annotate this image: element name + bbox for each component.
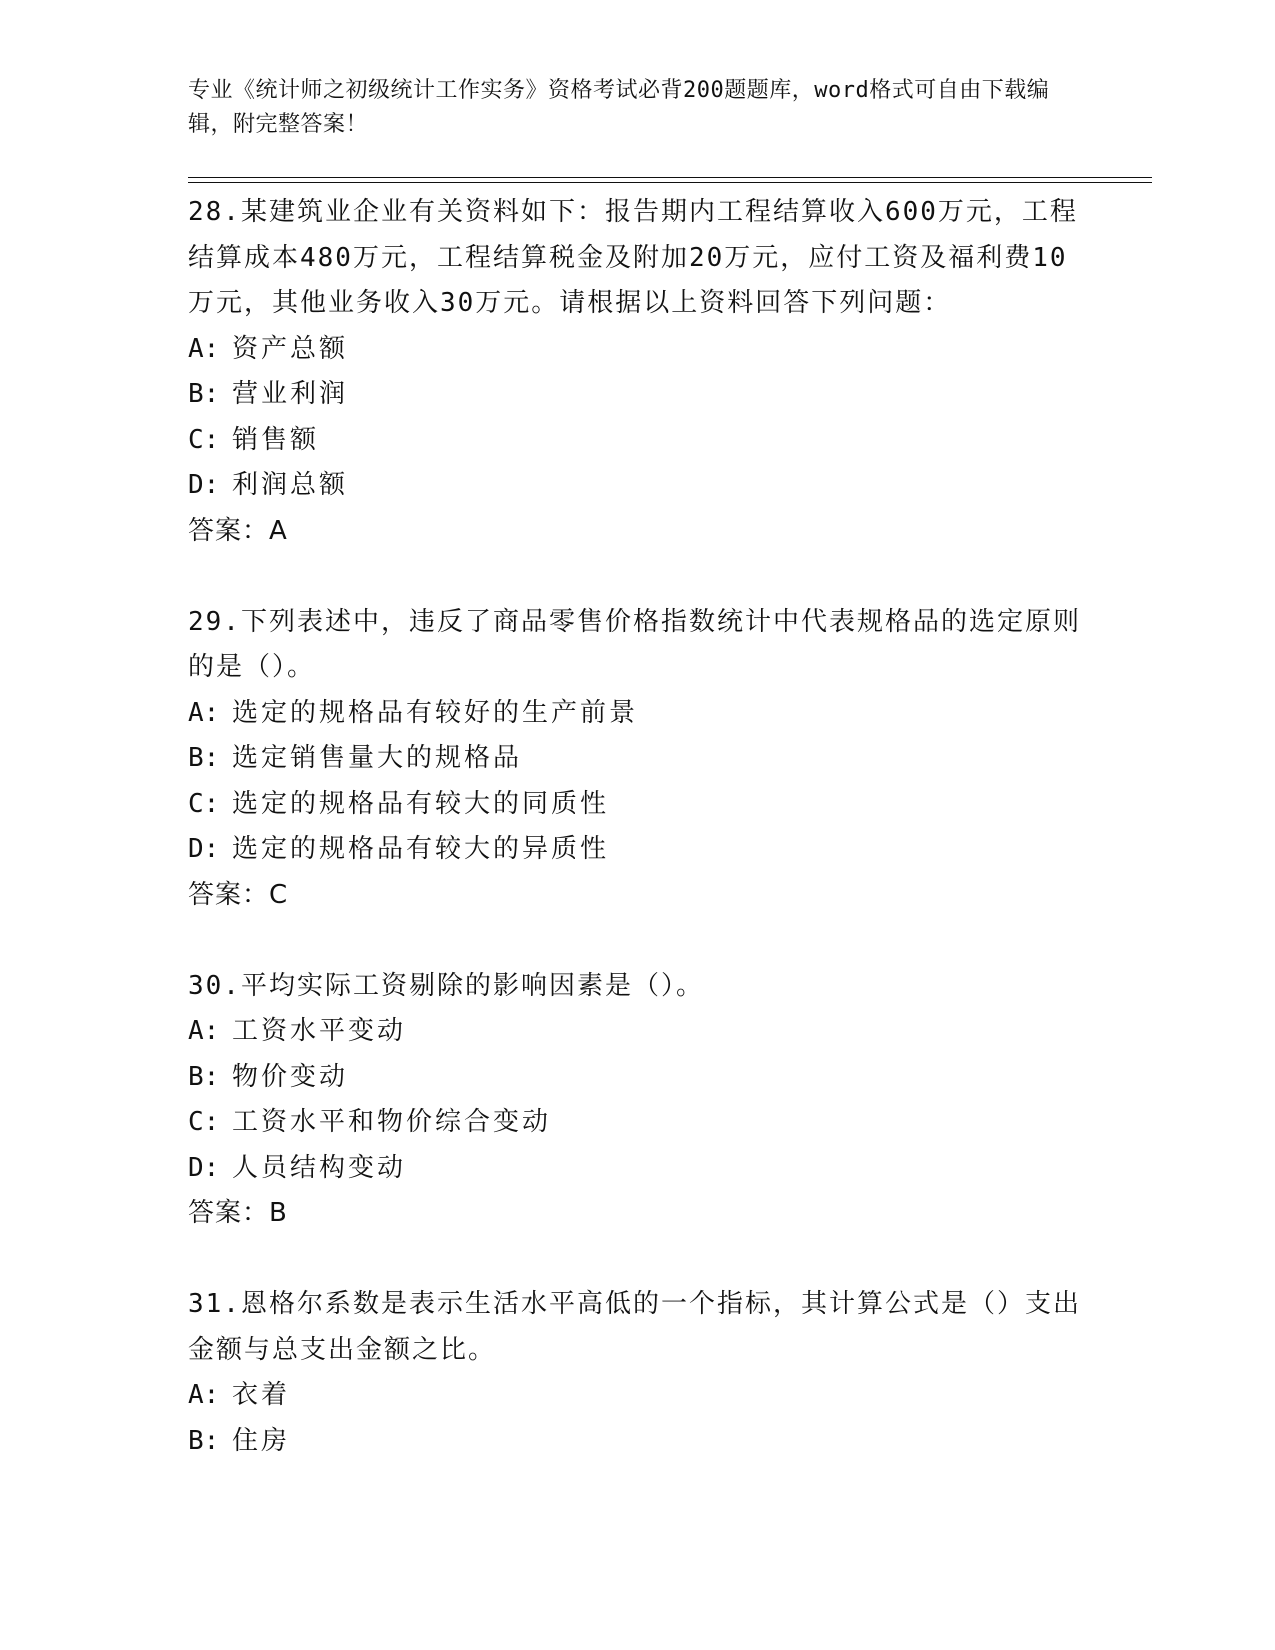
option-label: B: (188, 743, 220, 773)
option-text: 物价变动 (232, 1061, 349, 1092)
option-text: 销售额 (232, 424, 320, 455)
option-a (188, 327, 1088, 373)
option-d (188, 463, 1088, 509)
option-text: 住房 (232, 1425, 291, 1456)
option-text: 资产总额 (232, 333, 349, 364)
option-label: C: (188, 788, 220, 819)
option-text: 选定的规格品有较好的生产前景 (232, 697, 639, 728)
question-list (188, 190, 1088, 1464)
header-divider-bottom (188, 182, 1152, 183)
question-spacer (188, 1237, 1088, 1283)
question-28 (188, 190, 1088, 554)
option-label: A: (188, 697, 220, 728)
option-b (188, 1419, 1088, 1465)
option-label: D: (188, 470, 220, 500)
option-a (188, 691, 1088, 737)
document-header: 专业《统计师之初级统计工作实务》资格考试必背200题题库，word格式可自由下载编辑，附完整答案！ (188, 78, 1050, 137)
question-29 (188, 600, 1088, 919)
question-spacer (188, 918, 1088, 964)
option-b (188, 1055, 1088, 1101)
header-divider-top (188, 177, 1152, 178)
answer: 答案：A (188, 515, 288, 546)
answer: 答案：B (188, 1198, 288, 1228)
question-31 (188, 1282, 1088, 1464)
option-text: 选定销售量大的规格品 (232, 743, 523, 773)
question-spacer (188, 554, 1088, 600)
option-text: 工资水平变动 (232, 1016, 407, 1046)
question-stem: 29.下列表述中，违反了商品零售价格指数统计中代表规格品的选定原则的是（）。 (188, 606, 1081, 682)
option-label: B: (188, 379, 220, 409)
option-label: D: (188, 1152, 220, 1183)
option-d (188, 827, 1088, 873)
option-text: 工资水平和物价综合变动 (232, 1107, 552, 1137)
option-label: A: (188, 1016, 220, 1046)
option-text: 利润总额 (232, 470, 349, 500)
option-c (188, 782, 1088, 828)
option-label: D: (188, 834, 220, 864)
answer: 答案：C (188, 879, 289, 910)
option-text: 人员结构变动 (232, 1152, 407, 1183)
question-stem: 30.平均实际工资剔除的影响因素是（）。 (188, 970, 704, 1001)
question-stem: 31.恩格尔系数是表示生活水平高低的一个指标，其计算公式是（）支出金额与总支出金额之比。 (188, 1289, 1081, 1365)
option-text: 选定的规格品有较大的异质性 (232, 834, 610, 864)
option-label: C: (188, 1107, 220, 1137)
option-label: B: (188, 1425, 220, 1456)
option-text: 衣着 (232, 1380, 291, 1410)
option-b (188, 372, 1088, 418)
option-label: A: (188, 1380, 220, 1410)
question-30 (188, 964, 1088, 1237)
question-stem: 28.某建筑业企业有关资料如下：报告期内工程结算收入600万元，工程结算成本480万元，工程结算税金及附加20万元，应付工资及福利费10万元，其他业务收入30万元。请根据以上资料回答下列问题： (188, 197, 1078, 318)
option-text: 选定的规格品有较大的同质性 (232, 788, 610, 819)
option-label: A: (188, 333, 220, 364)
option-c (188, 1100, 1088, 1146)
option-b (188, 736, 1088, 782)
option-a (188, 1373, 1088, 1419)
option-text: 营业利润 (232, 379, 349, 409)
option-c (188, 418, 1088, 464)
option-label: B: (188, 1061, 220, 1092)
option-label: C: (188, 424, 220, 455)
option-d (188, 1146, 1088, 1192)
option-a (188, 1009, 1088, 1055)
